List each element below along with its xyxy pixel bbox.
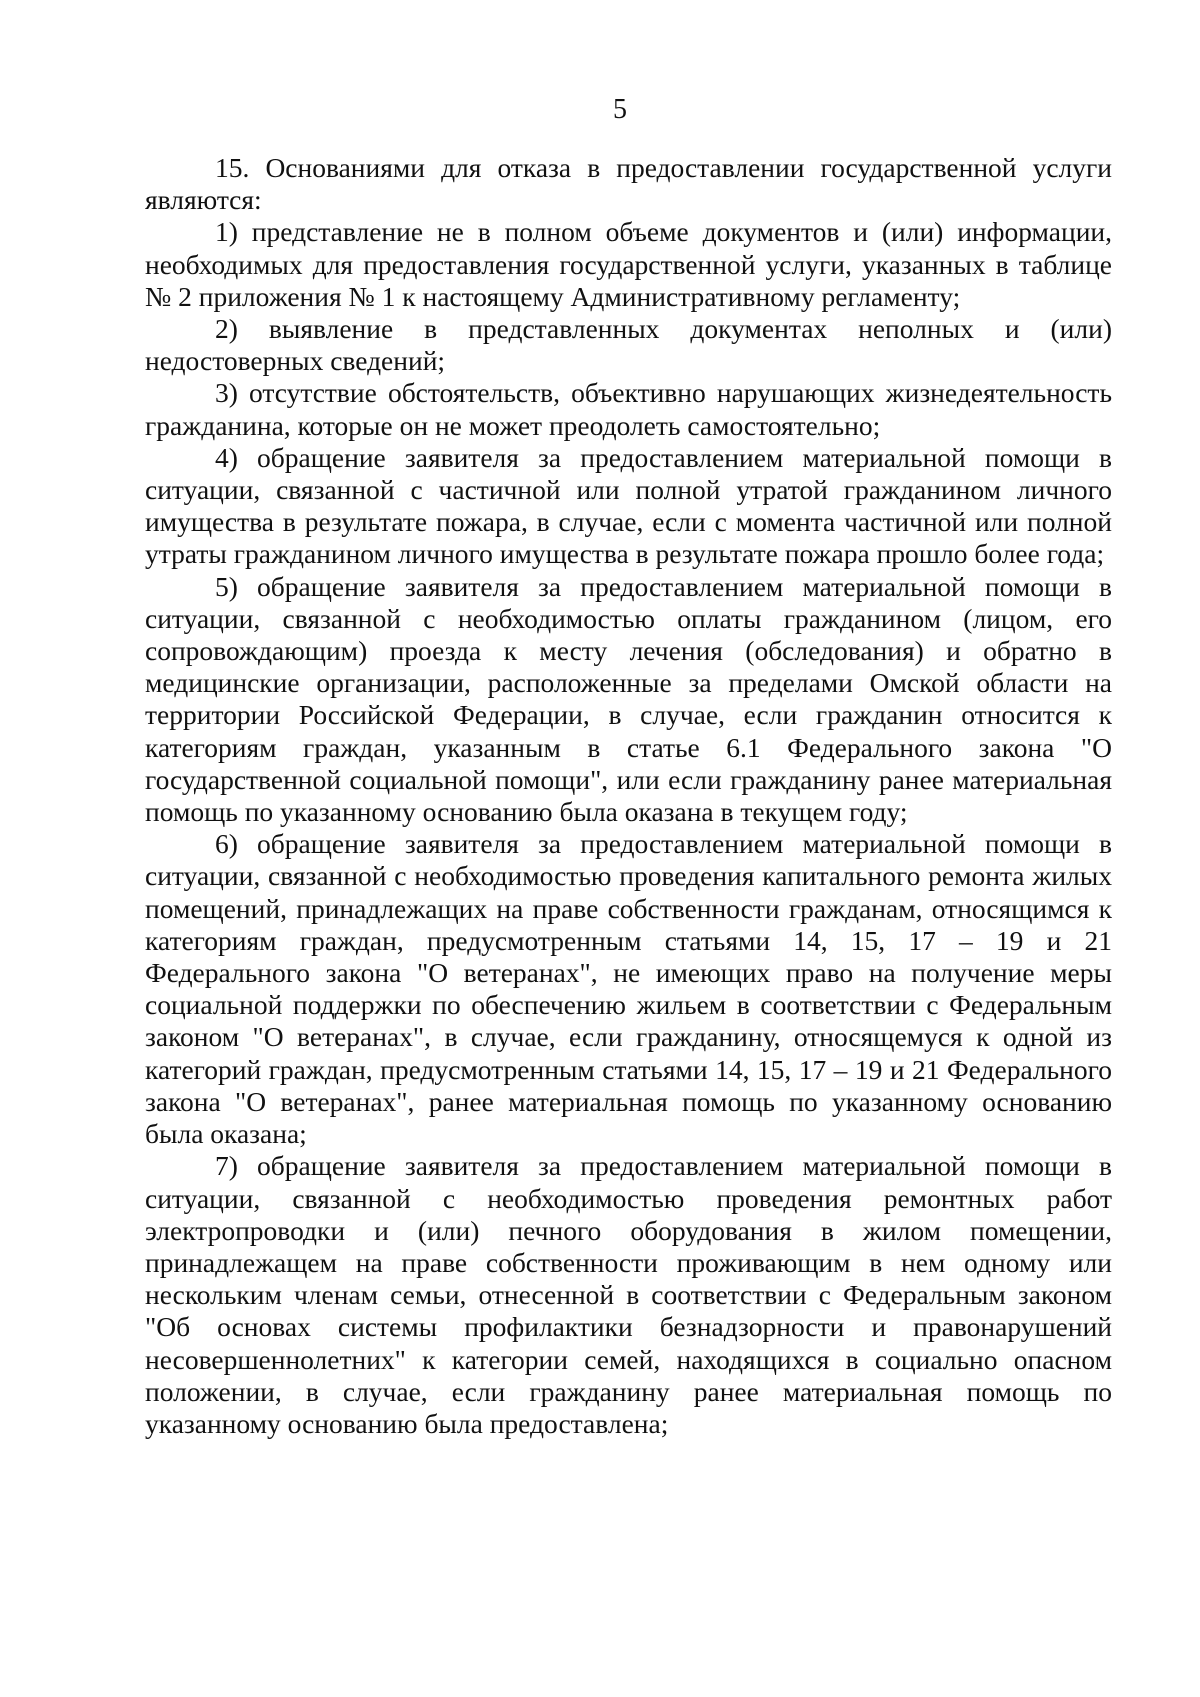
list-item-2: 2) выявление в представленных документах неполных и (или) недостоверных сведений;: [145, 313, 1112, 377]
list-item-3: 3) отсутствие обстоятельств, объективно нарушающих жизнедеятельность гражданина, которые он не может преодолеть самостоятельно;: [145, 377, 1112, 441]
list-item-4: 4) обращение заявителя за предоставлением материальной помощи в ситуации, связанной с частичной или полной утратой гражданином личного имущества в результате пожара, в случае, если с момента частичной или полной утраты гражданином личного имущества в результате пожара прошло более года;: [145, 441, 1112, 570]
list-item-7: 7) обращение заявителя за предоставлением материальной помощи в ситуации, связанной с необходимостью проведения ремонтных работ электропроводки и (или) печного оборудования в жилом помещении, принадлежащем на праве собственности проживающим в нем одному или нескольким членам семьи, отнесенной в соответствии с Федеральным законом "Об основах системы профилактики безнадзорности и правонарушений несовершеннолетних" к категории семей, находящихся в социально опасном положении, в случае, если гражданину ранее материальная помощь по указанному основанию была предоставлена;: [145, 1150, 1112, 1439]
paragraph-15-intro: 15. Основаниями для отказа в предоставлении государственной услуги являются:: [145, 152, 1112, 216]
document-body: [145, 152, 1112, 1440]
list-item-1: 1) представление не в полном объеме документов и (или) информации, необходимых для предоставления государственной услуги, указанных в таблице № 2 приложения № 1 к настоящему Административному регламенту;: [145, 216, 1112, 312]
list-item-5: 5) обращение заявителя за предоставлением материальной помощи в ситуации, связанной с необходимостью оплаты гражданином (лицом, его сопровождающим) проезда к месту лечения (обследования) и обратно в медицинские организации, расположенные за пределами Омской области на территории Российской Федерации, в случае, если гражданин относится к категориям граждан, указанным в статье 6.1 Федерального закона "О государственной социальной помощи", или если гражданину ранее материальная помощь по указанному основанию была оказана в текущем году;: [145, 570, 1112, 828]
list-item-6: 6) обращение заявителя за предоставлением материальной помощи в ситуации, связанной с необходимостью проведения капитального ремонта жилых помещений, принадлежащих на праве собственности гражданам, относящимся к категориям граждан, предусмотренным статьями 14, 15, 17 – 19 и 21 Федерального закона "О ветеранах", не имеющих право на получение меры социальной поддержки по обеспечению жильем в соответствии с Федеральным законом "О ветеранах", в случае, если гражданину, относящемуся к одной из категорий граждан, предусмотренным статьями 14, 15, 17 – 19 и 21 Федерального закона "О ветеранах", ранее материальная помощь по указанному основанию была оказана;: [145, 828, 1112, 1150]
page-number: 5: [613, 94, 627, 125]
